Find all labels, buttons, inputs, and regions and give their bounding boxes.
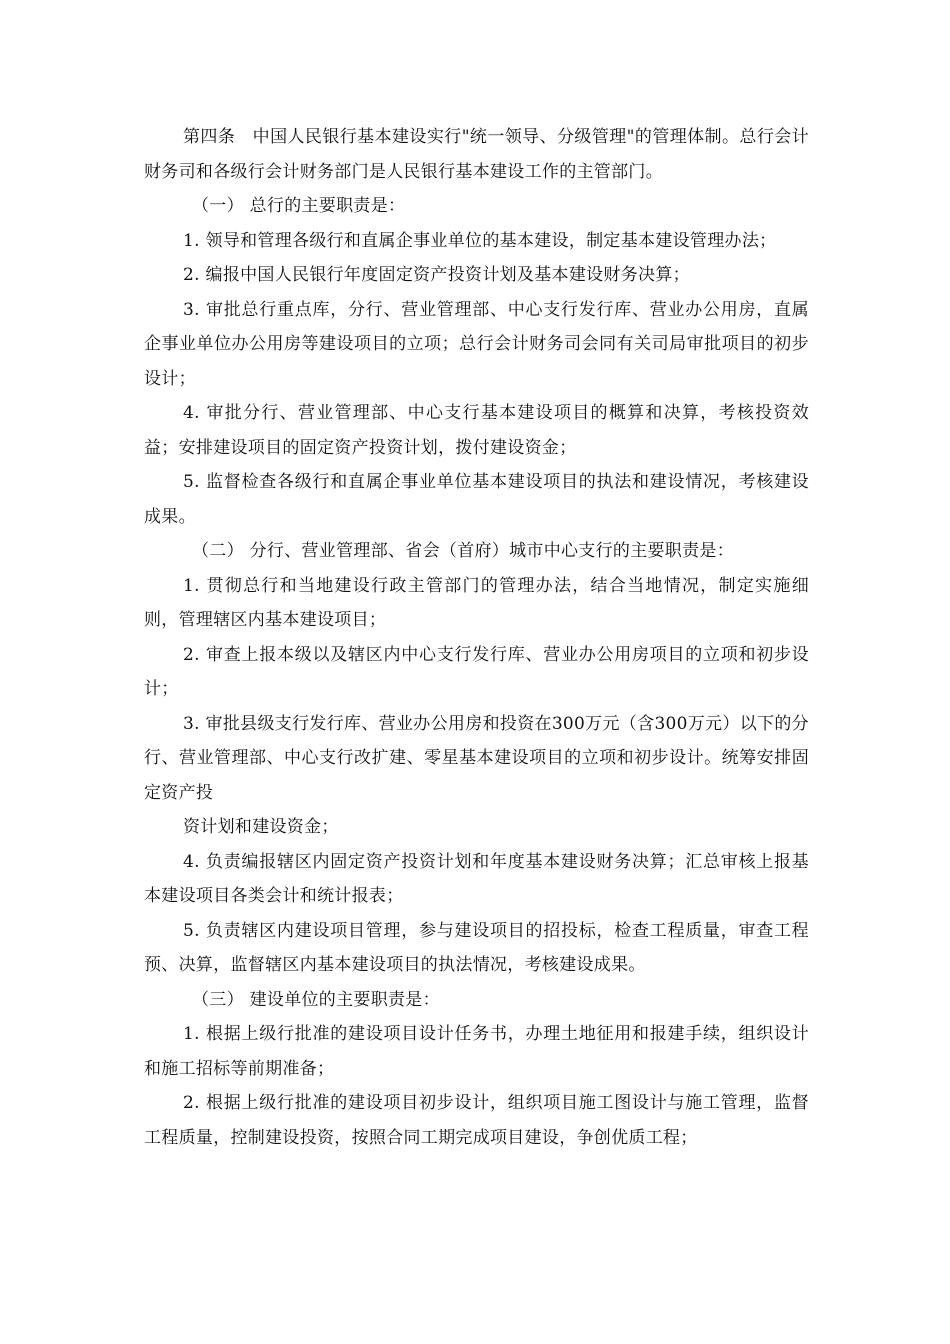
- section-2-item-3-continued: 资计划和建设资金；: [183, 817, 339, 837]
- section-2-item-2: 2. 审查上报本级以及辖区内中心支行发行库、营业办公用房项目的立项和初步设计；: [144, 644, 809, 699]
- section-3-item-1: 1. 根据上级行批准的建设项目设计任务书，办理土地征用和报建手续，组织设计和施工招标等前期准备；: [144, 1024, 809, 1079]
- article-4-paragraph: 第四条 中国人民银行基本建设实行"统一领导、分级管理"的管理体制。总行会计财务司和各级行会计财务部门是人民银行基本建设工作的主管部门。: [144, 127, 809, 182]
- section-2-item-1: 1. 贯彻总行和当地建设行政主管部门的管理办法，结合当地情况，制定实施细则，管理辖区内基本建设项目；: [144, 575, 809, 630]
- section-2-heading: （二） 分行、营业管理部、省会（首府）城市中心支行的主要职责是：: [192, 541, 735, 561]
- section-2-item-4: 4. 负责编报辖区内固定资产投资计划和年度基本建设财务决算；汇总审核上报基本建设项目各类会计和统计报表；: [144, 851, 809, 906]
- section-1-item-5: 5. 监督检查各级行和直属企事业单位基本建设项目的执法和建设情况，考核建设成果。: [144, 472, 809, 527]
- section-2-item-3: 3. 审批县级支行发行库、营业办公用房和投资在300万元（含300万元）以下的分行、营业管理部、中心支行改扩建、零星基本建设项目的立项和初步设计。统筹安排固定资产投: [144, 713, 809, 803]
- section-1-item-3: 3. 审批总行重点库，分行、营业管理部、中心支行发行库、营业办公用房，直属企事业单位办公用房等建设项目的立项；总行会计财务司会同有关司局审批项目的初步设计；: [144, 299, 809, 389]
- document-body: [144, 120, 809, 1155]
- section-1-item-4: 4. 审批分行、营业管理部、中心支行基本建设项目的概算和决算，考核投资效益；安排建设项目的固定资产投资计划，拨付建设资金；: [144, 403, 809, 458]
- section-3-item-2: 2. 根据上级行批准的建设项目初步设计，组织项目施工图设计与施工管理，监督工程质量，控制建设投资，按照合同工期完成项目建设，争创优质工程；: [144, 1093, 809, 1148]
- section-1-item-1: 1. 领导和管理各级行和直属企事业单位的基本建设，制定基本建设管理办法；: [183, 230, 777, 251]
- section-3-heading: （三） 建设单位的主要职责是：: [192, 989, 440, 1010]
- section-1-item-2: 2. 编报中国人民银行年度固定资产投资计划及基本建设财务决算；: [183, 265, 690, 285]
- section-2-item-5: 5. 负责辖区内建设项目管理，参与建设项目的招投标，检查工程质量，审查工程预、决算，监督辖区内基本建设项目的执法情况，考核建设成果。: [144, 920, 809, 975]
- section-1-heading: （一） 总行的主要职责是：: [192, 196, 406, 216]
